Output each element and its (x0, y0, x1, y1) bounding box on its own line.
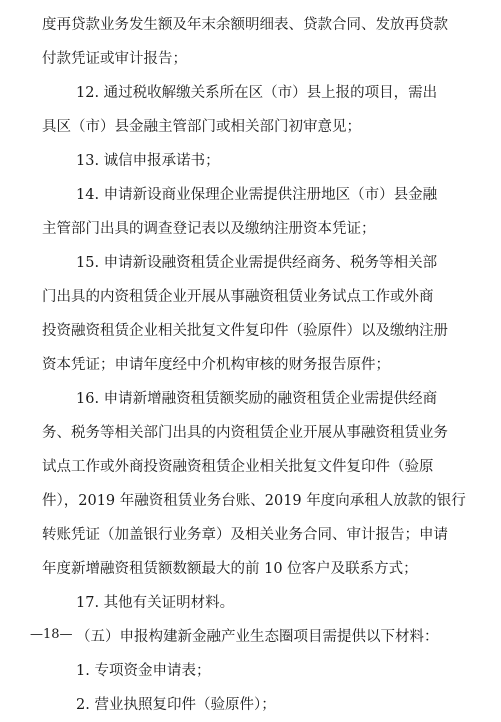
page-number: —18— (30, 627, 73, 642)
text-line: 件），2019 年融资租赁业务台账、2019 年度向承租人放款的银行 (42, 493, 466, 509)
list-item-15: 15. 申请新设融资租赁企业需提供经商务、税务等相关部 (76, 255, 438, 271)
list-item-13: 13. 诚信申报承诺书； (76, 153, 220, 169)
text-line: 转账凭证（加盖银行业务章）及相关业务合同、审计报告；申请 (42, 527, 448, 543)
text-line: 试点工作或外商投资融资租赁企业相关批复文件复印件（验原 (42, 459, 434, 475)
text-line: 资本凭证；申请年度经中介机构审核的财务报告原件； (42, 357, 390, 373)
section-heading: （五）申报构建新金融产业生态圈项目需提供以下材料： (76, 629, 439, 645)
body-text (42, 8, 478, 722)
list-item-17: 17. 其他有关证明材料。 (76, 595, 235, 611)
list-item-2: 2. 营业执照复印件（验原件）； (76, 697, 276, 713)
text-line: 投资融资租赁企业相关批复文件复印件（验原件）以及缴纳注册 (42, 323, 448, 339)
list-item-1: 1. 专项资金申请表； (76, 663, 211, 679)
text-line: 年度新增融资租赁额数额最大的前 10 位客户及联系方式； (42, 561, 418, 577)
text-line: 主管部门出具的调查登记表以及缴纳注册资本凭证； (42, 221, 376, 237)
list-item-16: 16. 申请新增融资租赁额奖励的融资租赁企业需提供经商 (76, 391, 438, 407)
text-line: 门出具的内资租赁企业开展从事融资租赁业务试点工作或外商 (42, 289, 434, 305)
list-item-12: 12. 通过税收解缴关系所在区（市）县上报的项目，需出 (76, 85, 438, 101)
text-line: 付款凭证或审计报告； (42, 51, 187, 67)
text-line: 度再贷款业务发生额及年末余额明细表、贷款合同、发放再贷款 (42, 17, 448, 33)
text-line: 务、税务等相关部门出具的内资租赁企业开展从事融资租赁业务 (42, 425, 448, 441)
text-line: 具区（市）县金融主管部门或相关部门初审意见； (42, 119, 361, 135)
list-item-14: 14. 申请新设商业保理企业需提供注册地区（市）县金融 (76, 187, 438, 203)
